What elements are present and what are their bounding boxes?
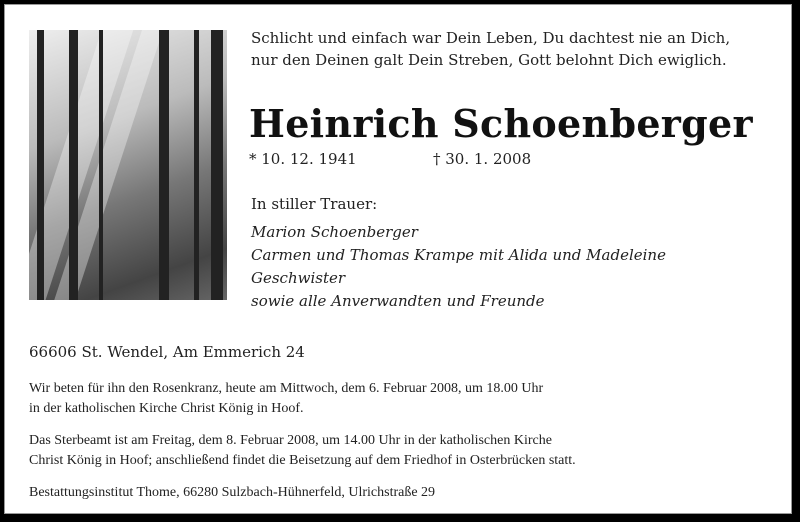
text-line: Christ König in Hoof; anschließend findet die Beisetzung auf dem Friedhof in Osterbrücken statt. xyxy=(29,453,576,468)
obituary-notice xyxy=(4,4,792,514)
mourners-list xyxy=(251,221,666,313)
mourner: Marion Schoenberger xyxy=(251,223,418,241)
rosary-info xyxy=(29,379,543,419)
deceased-name: Heinrich Schoenberger xyxy=(249,101,753,146)
funeral-home: Bestattungsinstitut Thome, 66280 Sulzbach-Hühnerfeld, Ulrichstraße 29 xyxy=(29,485,436,500)
mourning-heading: In stiller Trauer: xyxy=(251,195,378,213)
mourner: sowie alle Anverwandten und Freunde xyxy=(251,292,545,310)
mourner: Geschwister xyxy=(251,269,346,287)
text-line: Das Sterbeamt ist am Freitag, dem 8. Februar 2008, um 14.00 Uhr in der katholischen Kirche xyxy=(29,433,552,448)
death-date: † 30. 1. 2008 xyxy=(433,150,532,168)
text-line: Wir beten für ihn den Rosenkranz, heute am Mittwoch, dem 6. Februar 2008, um 18.00 Uhr xyxy=(29,381,544,396)
forest-photo xyxy=(29,30,227,300)
mourner: Carmen und Thomas Krampe mit Alida und Madeleine xyxy=(251,246,666,264)
address: 66606 St. Wendel, Am Emmerich 24 xyxy=(29,343,305,361)
text-line: in der katholischen Kirche Christ König in Hoof. xyxy=(29,401,304,416)
quote-line: nur den Deinen galt Dein Streben, Gott belohnt Dich ewiglich. xyxy=(251,51,727,69)
birth-date: * 10. 12. 1941 xyxy=(249,150,357,168)
quote xyxy=(251,27,730,71)
quote-line: Schlicht und einfach war Dein Leben, Du dachtest nie an Dich, xyxy=(251,29,731,47)
requiem-info xyxy=(29,431,576,471)
